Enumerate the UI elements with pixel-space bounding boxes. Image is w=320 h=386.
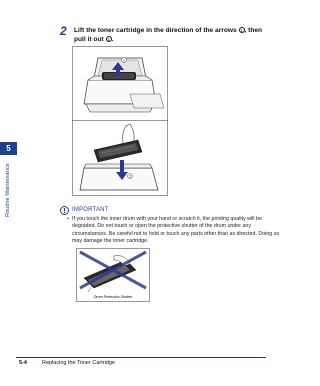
printer-pull-illustration bbox=[72, 120, 168, 196]
printer-lift-illustration bbox=[72, 46, 168, 122]
important-heading: IMPORTANT bbox=[72, 207, 109, 213]
circled-mark-2: 2 bbox=[107, 36, 110, 42]
drum-warning-illustration bbox=[76, 248, 150, 302]
circled-mark-1: 1 bbox=[240, 27, 243, 33]
chapter-tab bbox=[0, 142, 17, 155]
figure-callout-1: 1 bbox=[123, 58, 125, 63]
important-text: If you touch the inner drum with your hand or scratch it, the printing quality will be degraded. Do not touch or open the protective shutter of the drum under any circumstances. Be careful not to hold or touch any parts other than as directed. Doing so may damage the toner cartridge. bbox=[72, 216, 280, 245]
step-instruction bbox=[74, 26, 274, 44]
figure-callout-2: 2 bbox=[129, 174, 131, 179]
important-icon bbox=[60, 206, 69, 215]
page-number: 5-4 bbox=[19, 360, 27, 366]
step-text-part-3: . bbox=[111, 36, 114, 43]
important-note bbox=[67, 216, 282, 246]
bullet-marker: • bbox=[67, 216, 69, 222]
step-text-part-1: Lift the toner cartridge in the direction of the arrows bbox=[74, 27, 239, 34]
footer-rule bbox=[16, 357, 266, 358]
step-number: 2 bbox=[60, 24, 67, 38]
chapter-number: 5 bbox=[6, 144, 11, 153]
chapter-side-label: Routine Maintenance bbox=[5, 163, 11, 217]
step-text-part-2: , then pull it out bbox=[74, 27, 263, 43]
drum-shutter-label: Drum Protective Shutter bbox=[93, 295, 133, 299]
section-title: Replacing the Toner Cartridge bbox=[42, 360, 115, 366]
